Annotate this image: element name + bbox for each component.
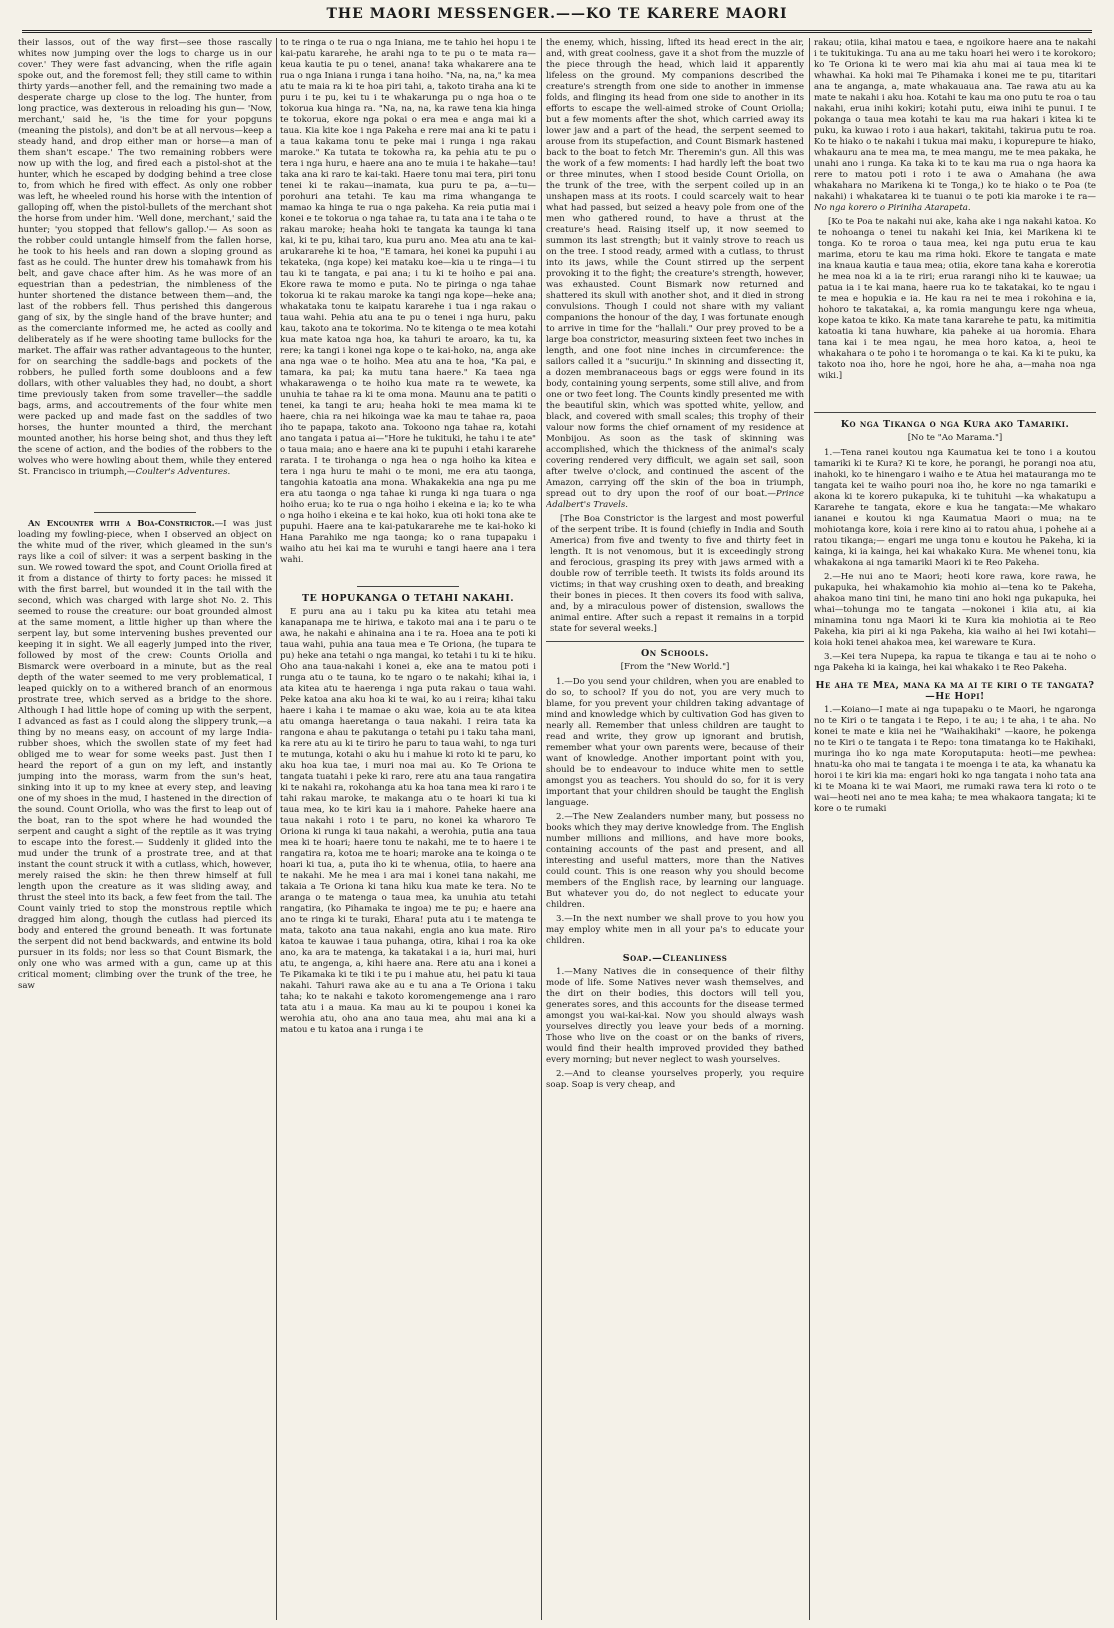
article-heading: He aha te Mea, mana ka ma ai te kiri o te tangata?—He Hopi!: [815, 680, 1095, 702]
article-heading: Soap.—Cleanliness: [622, 953, 728, 964]
article-source: [From the "New World."]: [620, 662, 730, 672]
editor-note: [The Boa Constrictor is the largest and most powerful of the serpent tribe. It is found (chiefly in India and South America) from five and twenty to five and thirty feet in length. It is not venomous, but it is exceedingly strong and ferocious, grasping its prey with jaws armed with a double row of terrible teeth. It twists its folds around its victims; in that way crushing oxen to death, and breaking their bones in pieces. It then covers its food with saliva, and, by a miraculous power of distension, swallows the animal entire. After such a repast it remains in a torpid state for several weeks.]: [550, 514, 804, 634]
divider: [94, 512, 196, 513]
column-divider: [541, 38, 542, 1620]
article-text: their lassos, out of the way first—see those rascally whites now jumping over the logs to charge us in our cover.' They were fast advancing, when the rifle again spoke out, and the foremost fell; they still came to within thirty yards—another fell, and the remaining two made a desperate charge up close to the log. The hunter, from long practice, was dexterous in reloading his gun— 'Now, merchant,' said he, 'is the time for your popguns (meaning the pistols), and don't be at all nervous—keep a steady hand, and drop either man or horse—a man of them shan't escape.' The two remaining robbers were now up with the log, and fired each a pistol-shot at the hunter, which he escaped by dodging behind a tree close to, from which he fired with effect. As only one robber was left, he wheeled round his horse with the intention of galloping off, when the pistol-bullets of the merchant shot the horse from under him. 'Well done, merchant,' said the hunter; 'you stopped that fellow's gallop.'— As soon as the robber could untangle himself from the fallen horse, he took to his heels and ran down a sloping ground as fast as he could. The hunter drew his tomahawk from his belt, and gave chace after him. As he was more of an equestrian than a pedestrian, the nimbleness of the hunter shortened the distance between them—and, the last of the robbers fell. Thus perished this dangerous gang of six, by the single hand of the brave hunter; and as the comerciante informed me, he acted as coolly and deliberately as if he were shooting tame bullocks for the market. The affair was rather advantageous to the hunter, for on searching the saddle-bags and pockets of the robbers, he pulled forth some doubloons and a few dollars, with other valuables they had, no doubt, a short time previously taken from some traveller—the saddle bags, arms, and accoutrements of the four white men were packed up and made fast on the saddles of two horses, the hunter mounted a third, the merchant mounted another, his horse being shot, and thus they left the scene of action, and the bodies of the robbers to the wolves who were howling about them, while they entered St. Francisco in triumph,—Coulter's Adventures.: [18, 38, 272, 477]
article-text: 1.—Koiano—I mate ai nga tupapaku o te Maori, he ngaronga no te Kiri o te tangata i te Repo, i te au; i te aha, i te aha. No konei te mate e kiia nei he "Waihakihaki" —kaore, he pokenga no te Kiri o te tangata i te Repo: tona timatanga ko te Hakihaki, muringa iho ko nga mate Koroputaputa: heoti—me pewhea: hnatu-ka oho mai te tangata i te moenga i te ata, ka whanatu ka horoi i te kiri kia ma: engari hoki ko nga tangata i noho tata ana ki te Moana ki te wai Maori, me rumaki rawa tera ki roto o te wai—heoti nei ano te mea kaha; te mea whakaora tangata; ki te kore o te rumaki: [814, 705, 1096, 814]
article-text: 3.—In the next number we shall prove to you how you may employ white men in all your pa's to educate your children.: [546, 914, 804, 946]
citation: No nga korero o Piriniha Atarapeta.: [814, 203, 971, 213]
divider: [357, 586, 459, 587]
article-text: 2.—The New Zealanders number many, but possess no books which they may derive knowledge from. The English number millions and millions, and have more books, containing accounts of the past and present, and all interesting and useful matters, more than the Natives could count. This is one reason why you should become members of the English race, by learning our language. But whatever you do, do not neglect to educate your children.: [546, 812, 804, 910]
article-text: 3.—Kei tera Nupepa, ka rapua te tikanga e tau ai te noho o nga Pakeha ki ia kainga, hei kai whakako i te Reo Pakeha.: [814, 652, 1096, 673]
citation: Coulter's Adventures.: [135, 467, 231, 477]
column-1: [18, 38, 272, 995]
article-text: 1.—Tena ranei koutou nga Kaumatua kei te tono i a koutou tamariki ki te Kura? Ki te kore, he porangi, he porangi noa atu, inahoki, ko te hinengaro i waiho e te Atua hei matauranga mo te tangata kei te waiho pouri noa iho, he kore no nga tamariki e akona ki te korero pukapuka, ki te tuhituhi —ka whakatupu a Kararehe te tangata, ekore e kua he tangata:—Me whakaro iananei e koutou ki nga Kaumatua Maori o mua; na te mohiotanga kore, koia i rere kino ai to ratou ahua, i pohehe ai a ratou tikanga;— engari me unga tonu e koutou he Pakeha, ki ia kainga, ki ia kainga, hei kai whakako Kura. Me whenei tonu, kia whakakona ai nga tamariki Maori ki te Reo Pakeha.: [814, 448, 1096, 568]
article-text: to te ringa o te rua o nga Iniana, me te tahio hei hopu i te kai-patu kararehe, he arahi nga to te pu o te mata ra—keua kautia te pu o tenei, anana! taka whakarere ana te rua o nga Iniana i runga i tana hoiho. "Na, na, na," ka mea atu te maia ra ki te hoa piri tahi, a, takoto tiraha ana ki te puru i te pu, kei tu i te whakarunga pu o nga hoa o te tokorua kua hinga ra. "Na, na, na, ka rawe tena kia hinga te tokorua, ekore nga pokai o era mea e anga mai ki a taua. Kia kite koe i nga Pakeha e rere mai ana ki te patu i a taua kakama tonu te peke mai i runga i nga rakau maroke." Ka tutata te tokowha ra, ka pehia atu te pu o tera i nga huru, e haere ana ano te muia i te hakahe—tau! taka ana ki raro te kai-taki. Haere tonu mai tera, piri tonu tenei ki te rakau—inamata, kua puru te pa, a—tu—porohuri ana tetahi. Te kau ma rima whanganga te mamao ka hinga te rua o nga pakeha. Ka reia putia mai i konei e te tokorua o nga tahae ra, tu tata ana i te taha o te rakau maroke; heaha hoki te tangata ka taunga ki tana kai, ki te pu, kihai taro, kua puru ano. Mea atu ana te kai-arukararehe ki te hoa, "E tamara, hei konei ka pupuhi i au tekateka, (nga kope) kei mataku koe—kia u te ringa—i tu tau ki te tangata, e pai ana; i tu ki te hoiho e pai ana. Ekore rawa te momo e puta. No te piringa o nga tahae tokorua ki te rakau maroke ka tangi nga kope—heke ana; whakataka tonu te kaipatu kararehe i tua i nga rakau o taua wahi. Pehia atu ana te pu o tenei i nga huru, paku kau, takoto ana te tokorima. No te kitenga o te mea kotahi kua mate katoa nga hoa, ka tahuri te aroaro, ka tu, ka rere; ka tangi i konei nga kope o te kai-hoko, na, anga ake ana nga wae o te hoiho. Mea atu ana te hoa, "Ka pai, e tamara, ka pai; ka mutu tana haere." Ka taea nga whakarawenga o te hoiho kua mate ra te wewete, ka unuhia te tahae ra ki te oma mona. Maunu ana te patiti o tenei, ka tangi te aru; heaha hoki te mea mama ki te haere, chia ra nei hikoinga wae ka mau te tahae ra, paoa iho te papapa, takoto ana. Tokoono nga tahae ra, kotahi ano tangata i patua ai—"Hore he tukituki, he tahu i te ate" o taua maia; ano e haere ana ki te pupuhi i etahi kararehe rarata. I te tirohanga o nga hea o nga hoiho ka kitea e tera i nga huru te mahi o te moni, me era atu taonga, tangohia katoatia ana mona. Whakakekia ana nga pu me era atu taonga o nga tahae ki runga ki nga tuara o nga hoiho erua; ko te rua o nga hoiho i ekeina e ia; ko te wha o nga hoiho i ekeina e te kai hoko, kua oti hoki tona ake te pupuhi. Haere ana te kai-patukararehe me te kai-hoko ki Hana Parahiko me nga taonga; ko o rana tupapaku i waiho atu hei kai ma te wuruhi e tangi haere ana i tera wahi.: [280, 38, 536, 565]
editor-note: [Ko te Poa te nakahi nui ake, kaha ake i nga nakahi katoa. Ko te nohoanga o tenei tu nakahi kei Inia, kei Marikena ki te tonga. Ko te roroa o taua mea, kei nga putu erua te kau marima, etoru te kau ma rima hoki. Ekore te tangata e mate ina knaua kautia e taua mea; otiia, ekore tana kaha e korerotia he mea noa ki a ia te riri; erua rarangi niho ki te kauwae; ua patua ia i te kai mana, haere rua ko te takatakai, ko te ngau i te mea e hopukia e ia. He kau ra nei te mea i rokohina e ia, hohoro te takatakai, a, ka romia mangungu kere nga wheua, kope katoa te kiko. Ka mate tana kararehe te patu, ka mitimitia katoatia ki tana huwhare, kia paheke ai ua horomia. Ehara tana kai i te mea ngau, he mea horo katoa, a, heoi te whakahara o te poho i te horomanga o te kai. Ka ki te puku, ka takoto noa iho, hore he ngoi, hore he aha, a—maha noa nga wiki.]: [818, 217, 1096, 381]
article-heading: On Schools.: [640, 648, 709, 659]
article-text: 2.—He nui ano te Maori; heoti kore rawa, kore rawa, he pukapuka, hei whakamohio kia mohio ai—tena ko te Pakeha, ahakoa mano tini tini, he mano tini ano hoki nga pukapuka, hei whai—tohunga mo te tangata —nokonei i kiia atu, ai kia minamina tonu nga Maori ki te Kura kia mohiotia ai te Reo Pakeha, kia piri ai ki nga Pakeha, kia waiho ai hei Iwi kotahi—koia hoki tenei ahakoa mea, kei wareware te Kura.: [814, 572, 1096, 648]
article-text: rakau; otiia, kihai matou e taea, e ngoikore haere ana te nakahi i te tukitukinga. Tu ana au me taku hoari hei wero i te korokoro; ko Te Oriona ki te wero mai kia ahu mai ai taua mea ki te whawhai. Ka hoki mai Te Pihamaka i konei me te pu, titaritari ana te anganga, a, mate whakauaua ana. Tae rawa atu au ka mate te nakahi i aku hoa. Kotahi te kau ma ono putu te roa o tau nakahi, erua inihi kokiri; kotahi putu, eiwa inihi te punui. I te pokanga o taua mea kotahi te kau ma rua hakari i kitea ki te puku, ka kuwao i roto i aua hakari, takitahi, takirua putu te roa. Ko te hiako o te nakahi i tukua mai maku, i kopurepure te hiako, whakauru ana te mea ma, te mea mangu, me te mea pakaka, he unahi ano i runga. Ka taka ki to te kau ma rua o nga haora ka rere to matou poti i roto i te awa o Amahana (he awa whakahara no Marikena ki te Tonga,) ko te hiako o te Poa (te nakahi) i whakatarea ki te tuanui o te poti kia maroke i te ra—No nga korero o Piriniha Atarapeta.: [814, 38, 1096, 213]
masthead: THE MAORI MESSENGER.——KO TE KARERE MAORI: [326, 6, 788, 22]
article-text: 1.—Do you send your children, when you are enabled to do so, to school? If you do not, you are very much to blame, for you prevent your children taking advantage of mind and knowledge which by cultivation God has given to nearly all. Remember that unless children are taught to read and write, they grow up ignorant and brutish, remember what your own parents were, because of their want of knowledge. Another important point with you, should be to endeavour to induce white men to settle amongst you as teachers. You should do so, for it is very important that your children should be taught the English language.: [546, 677, 804, 808]
masthead-rule: [22, 30, 1092, 33]
column-3: [546, 38, 804, 1094]
article-text: An Encounter with a Boa-Constrictor.—I was just loading my fowling-piece, when I observed an object on the white mud of the river, which gleamed in the sun's rays like a coil of silver: it was a serpent basking in the sun. We rowed toward the spot, and Count Oriolla fired at it from a distance of thirty to forty paces: he missed it with the first barrel, but wounded it in the tail with the second, which was charged with large shot No. 2. This seemed to rouse the creature: our boat grounded almost at the same moment, a little higher up than where the serpent lay, but some intervening bushes prevented our keeping it in sight. We all eagerly jumped into the river, followed by most of the crew: Counts Oriolla and Bismarck were overboard in a minute, but as the real depth of the water seemed to me very problematical, I leaped quickly on to a withered branch of an enormous prostrate tree, which served as a bridge to the shore. Although I had little hope of coming up with the serpent, I advanced as fast as I could along the slippery trunk,—a thing by no means easy, on account of my large India-rubber shoes, which the swollen state of my feet had obliged me to wear for some weeks past. Just then I heard the report of a gun on my left, and instantly jumping into the morass, warm from the sun's heat, sinking into it up to my knee at every step, and leaving one of my shoes in the mud, I hastened in the direction of the sound. Count Oriolla, who was the first to leap out of the boat, ran to the spot where he had wounded the serpent and caught a sight of the reptile as it was trying to escape into the forest.— Suddenly it glided into the mud under the trunk of a prostrate tree, and at that instant the count struck it with a cutlass, which, however, merely raised the skin: he then threw himself at full length upon the creature as it was sliding away, and thrust the steel into its back, a few feet from the tail. The Count vainly tried to stop the monstrous reptile which dragged him along, though the cutlass had pierced its body and entered the ground beneath. It was fortunate the serpent did not bend backwards, and entwine its bold pursuer in its folds; nor less so that Count Bismark, the only one who was armed with a gun, came up at this critical moment; climbing over the trunk of the tree, he saw: [18, 519, 272, 991]
column-divider: [809, 38, 810, 1620]
article-heading: Ko nga Tikanga o nga Kura ako Tamariki.: [840, 419, 1070, 430]
article-text: 1.—Many Natives die in consequence of their filthy mode of life. Some Natives never wash themselves, and the dirt on their bodies, this doctors will tell you, generates sores, and this accounts for the disease termed amongst you wai-kai-kai. Now you should always wash yourselves directly you leave your beds of a morning. Those who live on the coast or on the banks of rivers, would find their health improved provided they bathed every morning; but never neglect to wash yourselves.: [546, 967, 804, 1065]
citation: Prince Adalbert's Travels.: [546, 489, 804, 510]
divider: [546, 641, 804, 642]
article-text: the enemy, which, hissing, lifted its head erect in the air, and, with great coolness, gave it a shot from the muzzle of the piece through the head, which laid it apparently lifeless on the ground. My companions described the creature's strength from one side to another in immense folds, and flinging its head from one side to another in its efforts to escape the well-aimed stroke of Count Oriolla; but a few moments after the shot, which carried away its lower jaw and a part of the head, the serpent seemed to arouse from its stupefaction, and Count Bismark hastened back to the boat to fetch Mr. Theremin's gun. All this was the work of a few moments: I had hardly left the boat two or three minutes, when I stood beside Count Oriolla, on the trunk of the tree, with the serpent coiled up in an unshapen mass at its roots. I could scarcely wait to hear what had passed, but seized a heavy pole from one of the men who gathered round, to have a thrust at the creature's head. Raising itself up, it now seemed to summon its last strength; but it vainly strove to reach us on the tree. I stood ready, armed with a cutlass, to thrust into its jaws, while the Count stirred up the serpent provoking it to the fight; the creature's strength, however, was exhausted. Count Bismark now returned and shattered its skull with another shot, and it died in strong convulsions. Though I could not share with my valiant companions the honour of the day, I was fortunate enough to arrive in time for the "hallali." Our prey proved to be a large boa constrictor, measuring sixteen feet two inches in length, and one foot nine inches in circumference: the sailors called it a "sucuriju." In skinning and dissecting it, a dozen membranaceous bags or eggs were found in its body, containing young serpents, some still alive, and from one or two feet long. The Counts kindly presented me with the beautiful skin, which was spotted white, yellow, and black, and covered with small scales; this trophy of their valour now forms the chief ornament of my residence at Monbijou. As soon as the task of skinning was accomplished, which the thickness of the animal's scaly covering rendered very difficult, we again set sail, soon after twelve o'clock, and continued the ascent of the Amazon, carrying off the skin of the boa in triumph, spread out to dry upon the roof of our boat.—Prince Adalbert's Travels.: [546, 38, 804, 510]
article-heading: TE HOPUKANGA O TETAHI NAKAHI.: [301, 593, 515, 604]
article-title: An Encounter with a Boa-Constrictor.: [28, 519, 215, 529]
article-source: [No te "Ao Marama."]: [907, 433, 1003, 443]
column-2: [280, 38, 536, 1039]
article-text: E puru ana au i taku pu ka kitea atu tetahi mea kanapanapa me te hiriwa, e takoto mai ana i te paru o te awa, he nakahi e ahinaina ana i te ra. Hoea ana te poti ki taua wahi, puhia ana taua mea e Te Oriona, (he tupara te pu) heke ana tetahi o nga mangai, ko tetahi i tu ki te hiku. Oho ana taua-nakahi i konei a, eke ana te matou poti i runga atu o te tauna, ko te ngaro o te nakahi; kihai ia, i ata kitea atu te haerenga i nga puta rakau o taua wahi. Peke katoa ana aku hoa ki te wai, ko au i reira; kihai taku haere i kaha i te mamae o aku wae, koia au te ata kitea atu omanga haeretanga o taua nakahi. I reira tata ka rangona e ahau te pakutanga o tetahi pu i taku taha mani, ka rere atu au ki te tiriro he paru to taua wahi, to nga turi te mutunga, kotahi o aku hu i mahue ki roto ki te paru, ko aku hoa kua tae, i muri noa mai au. Ko Te Oriona te tangata tuatahi i peke ki raro, rere atu ana taua rangatira ki te nakahi ra, rokohanga atu ka hoa tana mea ki raro i te tahi rakau maroke, te makanga atu o te hoari ki tua ki taua mea, ko te kiri kau ia i mahore. Paheke haere ana taua nakahi i roto i te paru, no konei ka wharoro Te Oriona ki runga ki taua nakahi, a werohia, putia ana taua mea ki te hoari; haere tonu te nakahi, me te to haere i te rangatira ra, kotoa me te hoari; maroke ana te koinga o te hoari ki tua, a, puta iho ki te whenua, otiia, to haere ana te nakahi. Me he mea i ara mai i konei tana nakahi, me takaia a Te Oriona ki tana hiku kua mate ke tera. No te aranga o te matenga o taua mea, ka unuhia atu tetahi rangatira, (ko Pihamaka te ingoa) me te pu; e haere ana ano te ringa ki te turaki, Ehara! puta atu i te matenga te mata, takoto ana taua nakahi, engia ano kua mate. Riro katoa te kauwae i taua puhanga, otira, kihai i roa ka oke ano, ka ara te matenga, ka takatakai i a ia, huri mai, huri atu, te angenga, a, kihi haere ana. Rere atu ana i konei a Te Pikamaka ki te tiki i te pu i mahue atu, hei patu ki taua nakahi. Tahuri rawa ake au e tu ana a Te Oriona i taku taha; ko te nakahi e takoto koromengemenge ana i raro tata atu i a maua. Ka mau au ki te poupou i konei ka werohia atu, oho ana ano taua mea, ahu mai ana ki a matou e tu katoa ana i runga i te: [280, 607, 536, 1035]
column-4: [814, 38, 1096, 818]
article-text: 2.—And to cleanse yourselves properly, you require soap. Soap is very cheap, and: [546, 1069, 804, 1090]
column-divider: [276, 38, 277, 1620]
divider: [814, 412, 1096, 413]
